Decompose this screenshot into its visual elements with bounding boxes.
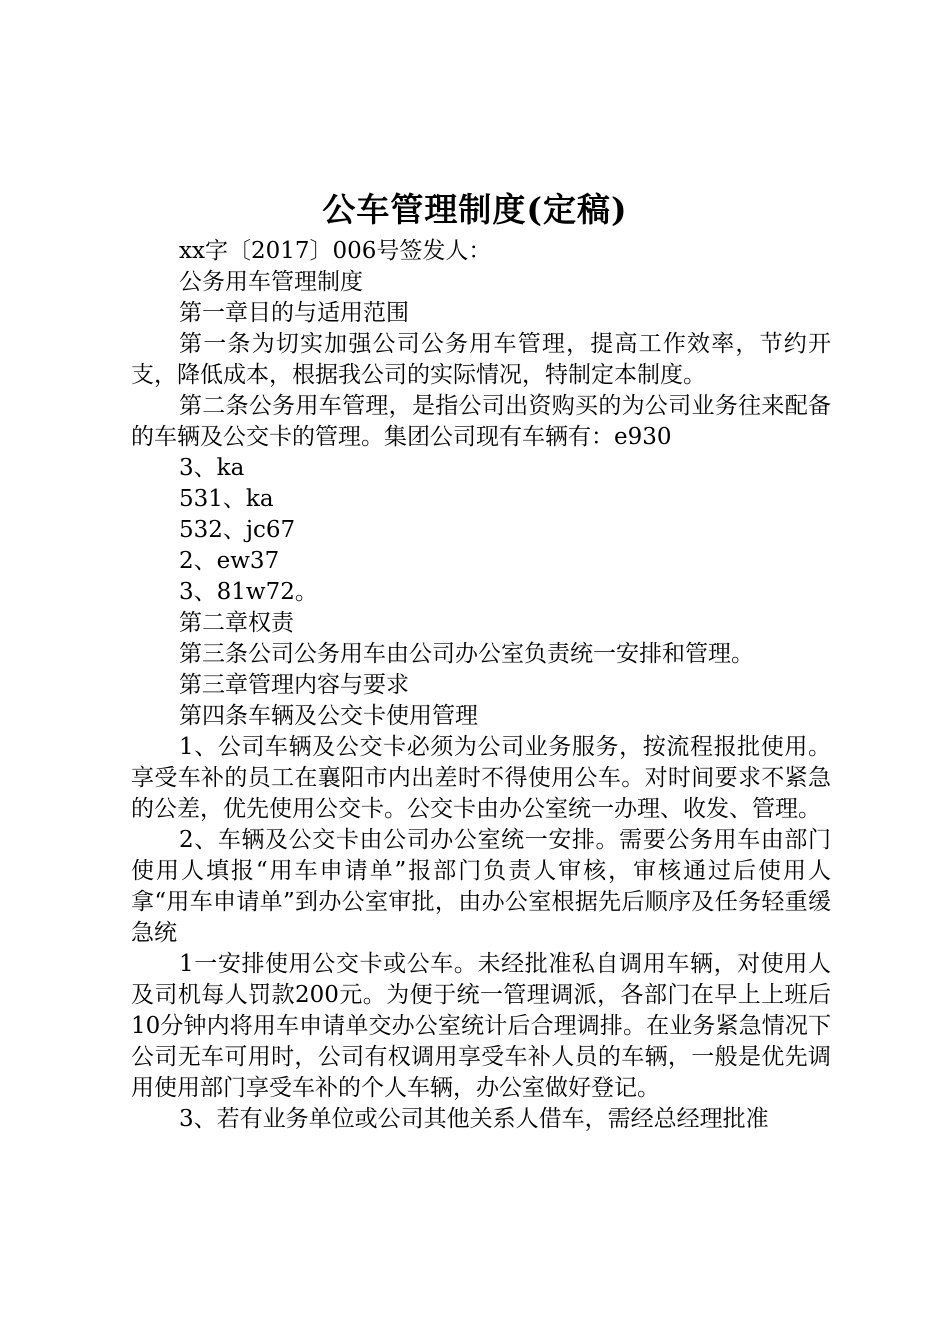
vehicle-list-item: 3、81w72。 bbox=[179, 579, 318, 605]
vehicle-list-item: 531、ka bbox=[179, 486, 274, 512]
paragraph-doc-number: xx字〔2017〕006号签发人： bbox=[179, 238, 492, 264]
clause-2: 2、车辆及公交卡由公司办公室统一安排。需要公务用车由部门使用人填报“用车申请单”报部门负责人审核，审核通过后使用人拿“用车申请单”到办公室审批，由办公室根据先后顺序及任务轻重缓急统 bbox=[131, 827, 831, 946]
vehicle-list-item: 3、ka bbox=[179, 455, 245, 481]
clause-1: 1、公司车辆及公交卡必须为公司业务服务，按流程报批使用。享受车补的员工在襄阳市内出差时不得使用公车。对时间要求不紧急的公差，优先使用公交卡。公交卡由办公室统一办理、收发、管理。 bbox=[131, 734, 831, 822]
article-4: 第四条车辆及公交卡使用管理 bbox=[179, 703, 478, 729]
vehicle-list-item: 2、ew37 bbox=[179, 548, 280, 574]
vehicle-list-item: 532、jc67 bbox=[179, 517, 296, 543]
article-1: 第一条为切实加强公司公务用车管理，提高工作效率，节约开支，降低成本，根据我公司的实际情况，特制定本制度。 bbox=[131, 331, 831, 388]
chapter-heading-1: 第一章目的与适用范围 bbox=[179, 300, 409, 326]
document-body bbox=[131, 236, 831, 1135]
chapter-heading-2: 第二章权责 bbox=[179, 610, 294, 636]
article-2: 第二条公务用车管理，是指公司出资购买的为公司业务往来配备的车辆及公交卡的管理。集团公司现有车辆有：e930 bbox=[131, 393, 831, 450]
clause-3: 3、若有业务单位或公司其他关系人借车，需经总经理批准 bbox=[179, 1106, 769, 1132]
clause-2-continued: 1一安排使用公交卡或公车。未经批准私自调用车辆，对使用人及司机每人罚款200元。为便于统一管理调派，各部门在早上上班后10分钟内将用车申请单交办公室统计后合理调排。在业务紧急情况下公司无车可用时，公司有权调用享受车补人员的车辆，一般是优先调用使用部门享受车补的个人车辆，办公室做好登记。 bbox=[131, 951, 831, 1101]
paragraph-regulation-name: 公务用车管理制度 bbox=[179, 269, 363, 295]
document-title: 公车管理制度(定稿) bbox=[322, 190, 628, 229]
chapter-heading-3: 第三章管理内容与要求 bbox=[179, 672, 409, 698]
article-3: 第三条公司公务用车由公司办公室负责统一安排和管理。 bbox=[179, 641, 754, 667]
